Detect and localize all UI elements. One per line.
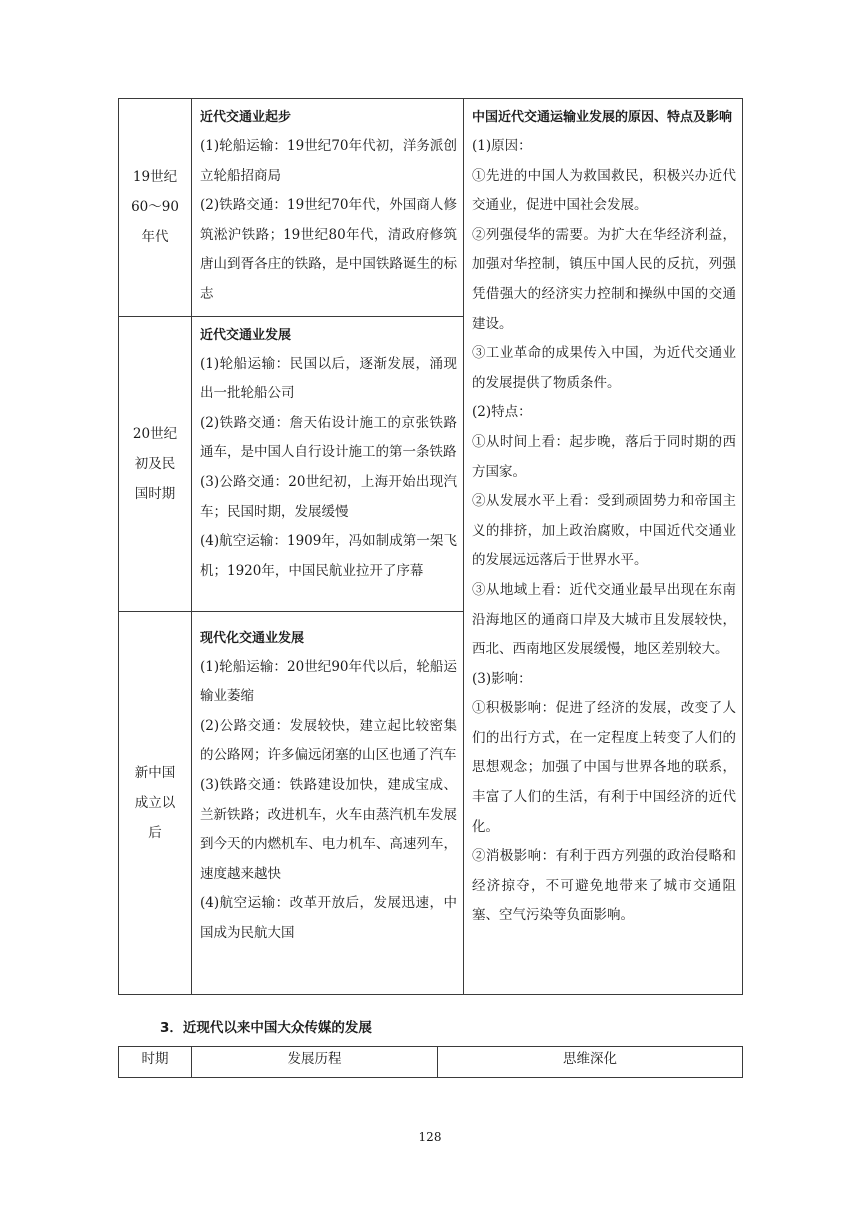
period-label: 20世纪初及民国时期 (132, 425, 178, 502)
period-cell (119, 316, 192, 611)
analysis-line: ②消极影响：有利于西方列强的政治侵略和经济掠夺，不可避免地带来了城市交通阻塞、空气污染等负面影响。 (472, 848, 736, 924)
page-number: 128 (418, 1130, 442, 1144)
development-item: (3)公路交通：20世纪初，上海开始出现汽车；民国时期，发展缓慢 (200, 473, 457, 520)
development-item: (2)铁路交通：19世纪70年代，外国商人修筑淞沪铁路；19世纪80年代，清政府修筑唐山到胥各庄的铁路，是中国铁路诞生的标志 (200, 197, 457, 302)
development-cell (192, 316, 464, 611)
analysis-line: ②列强侵华的需要。为扩大在华经济利益，加强对华控制，镇压中国人民的反抗，列强凭借强大的经济实力控制和操纵中国的交通建设。 (472, 226, 736, 332)
development-title: 近代交通业发展 (200, 327, 292, 343)
analysis-line: ①从时间上看：起步晚，落后于同时期的西方国家。 (472, 433, 736, 480)
period-cell (119, 99, 192, 317)
analysis-line: ①积极影响：促进了经济的发展，改变了人们的出行方式，在一定程度上转变了人们的思想观念；加强了中国与世界各地的联系，丰富了人们的生活，有利于中国经济的近代化。 (472, 700, 736, 835)
header-cell-deepening: 思维深化 (438, 1047, 743, 1078)
analysis-line: (1)原因： (472, 138, 532, 154)
transport-development-table (118, 98, 743, 995)
development-item: (3)铁路交通：铁路建设加快，建成宝成、兰新铁路；改进机车，火车由蒸汽机车发展到今天的内燃机车、电力机车、高速列车，速度越来越快 (200, 776, 457, 882)
table-header-row (119, 1047, 743, 1078)
development-title: 现代化交通业发展 (200, 630, 305, 646)
analysis-line: (3)影响： (472, 670, 532, 687)
development-title: 近代交通业起步 (200, 110, 292, 125)
development-cell (192, 611, 464, 994)
development-item: (1)轮船运输：20世纪90年代以后，轮船运输业萎缩 (200, 658, 457, 705)
analysis-line: ①先进的中国人为救国救民，积极兴办近代交通业，促进中国社会发展。 (472, 167, 736, 214)
media-development-table (118, 1046, 743, 1078)
section-heading: 3．近现代以来中国大众传媒的发展 (160, 1020, 372, 1036)
development-item: (1)轮船运输：民国以后，逐渐发展，涌现出一批轮船公司 (200, 355, 457, 402)
analysis-line: ③从地域上看：近代交通业最早出现在东南沿海地区的通商口岸及大城市且发展较快，西北、西南地区发展缓慢，地区差别较大。 (472, 581, 736, 658)
header-cell-process: 发展历程 (192, 1047, 438, 1078)
analysis-line: ③工业革命的成果传入中国，为近代交通业的发展提供了物质条件。 (472, 345, 736, 391)
analysis-title: 中国近代交通运输业发展的原因、特点及影响 (472, 110, 733, 125)
table-row (119, 99, 743, 317)
development-item: (4)航空运输：改革开放后，发展迅速，中国成为民航大国 (200, 895, 457, 941)
period-label: 新中国成立以后 (134, 764, 176, 841)
analysis-cell (464, 99, 743, 995)
development-cell (192, 99, 464, 317)
development-item: (4)航空运输：1909年，冯如制成第一架飞机；1920年，中国民航业拉开了序幕 (200, 533, 457, 579)
header-cell-period: 时期 (119, 1047, 192, 1078)
analysis-line: (2)特点： (472, 404, 532, 421)
period-cell (119, 611, 192, 994)
analysis-line: ②从发展水平上看：受到顽固势力和帝国主义的排挤，加上政治腐败，中国近代交通业的发展远远落后于世界水平。 (472, 493, 736, 569)
development-item: (2)公路交通：发展较快，建立起比较密集的公路网；许多偏远闭塞的山区也通了汽车 (200, 717, 457, 764)
development-item: (2)铁路交通：詹天佑设计施工的京张铁路通车，是中国人自行设计施工的第一条铁路 (200, 414, 457, 461)
period-label: 19世纪60～90年代 (131, 169, 179, 246)
development-item: (1)轮船运输：19世纪70年代初，洋务派创立轮船招商局 (200, 138, 457, 184)
